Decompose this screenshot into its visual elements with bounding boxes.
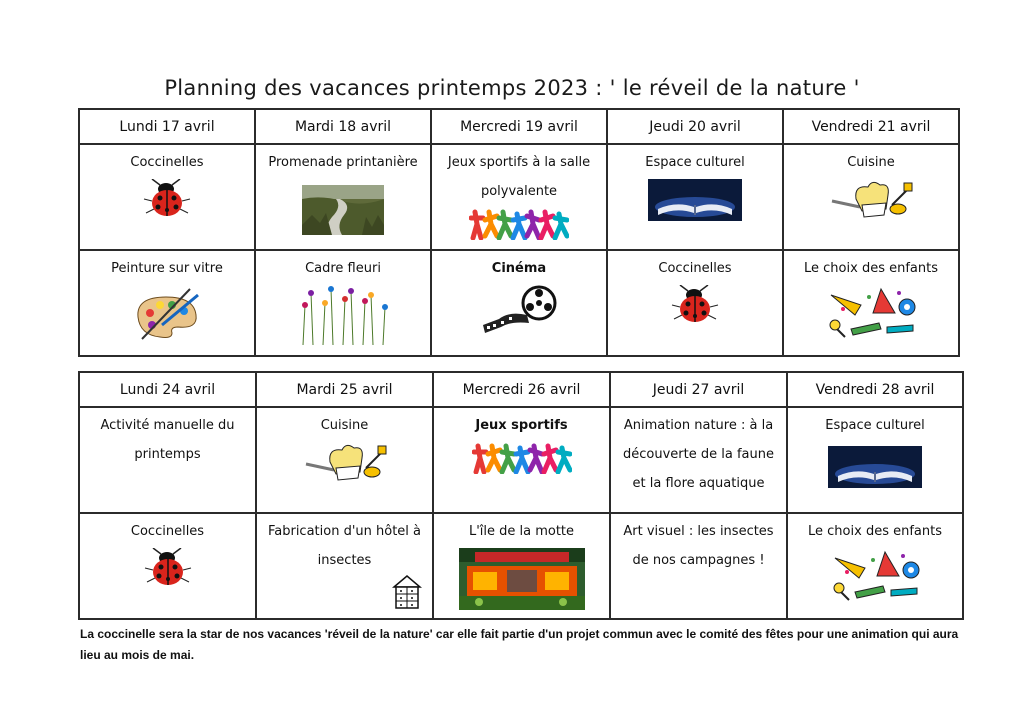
activity-label: Espace culturel bbox=[825, 418, 925, 433]
week1-cell bbox=[783, 250, 959, 356]
activity-label: L'île de la motte bbox=[468, 524, 575, 539]
week2-cell bbox=[787, 407, 963, 513]
week1-cell bbox=[255, 144, 431, 250]
activity-label: Peinture sur vitre bbox=[111, 261, 223, 276]
activity-label: Animation nature : à la découverte de la faune et la flore aquatique bbox=[623, 418, 774, 491]
activity-label: Cuisine bbox=[847, 155, 895, 170]
sports-people-icon bbox=[472, 442, 572, 474]
activity-label: Coccinelles bbox=[130, 524, 205, 539]
ladybug-icon bbox=[670, 285, 720, 325]
activity-label: Fabrication d'un hôtel à insectes bbox=[267, 524, 422, 568]
film-reel-icon bbox=[479, 285, 559, 335]
week2-cell bbox=[79, 407, 256, 513]
week1-cell bbox=[79, 144, 255, 250]
island-attraction-photo bbox=[459, 548, 585, 610]
sports-people-icon bbox=[469, 208, 569, 240]
activity-label: Le choix des enfants bbox=[804, 261, 938, 276]
week2-day-3: Mercredi 26 avril bbox=[433, 372, 610, 407]
party-items-icon bbox=[821, 285, 921, 339]
week2-cell bbox=[433, 513, 610, 619]
week1-table bbox=[78, 108, 960, 357]
footer-note: La coccinelle sera la star de nos vacances 'réveil de la nature' car elle fait partie d'un projet commun avec le comité des fêtes pour une animation qui aura lieu au mois de mai. bbox=[80, 627, 959, 662]
activity-label: Activité manuelle du printemps bbox=[100, 418, 235, 462]
activity-label: Art visuel : les insectes de nos campagnes ! bbox=[623, 524, 774, 568]
week2-cell bbox=[256, 513, 433, 619]
activity-label: Espace culturel bbox=[645, 155, 745, 170]
activity-label: Jeux sportifs à la salle polyvalente bbox=[447, 155, 591, 199]
week1-cell bbox=[783, 144, 959, 250]
nature-path-photo bbox=[302, 185, 384, 235]
week2-cell bbox=[610, 407, 787, 513]
activity-label: Cadre fleuri bbox=[305, 261, 381, 276]
week2-table bbox=[78, 371, 964, 620]
activity-label: Coccinelles bbox=[658, 261, 732, 276]
week2-day-4: Jeudi 27 avril bbox=[610, 372, 787, 407]
open-book-icon bbox=[648, 179, 742, 221]
week2-cell bbox=[433, 407, 610, 513]
week1-day-3: Mercredi 19 avril bbox=[431, 109, 607, 144]
week1-cell bbox=[607, 250, 783, 356]
week1-cell bbox=[431, 250, 607, 356]
cooking-icon bbox=[828, 179, 914, 221]
activity-label: Le choix des enfants bbox=[808, 524, 942, 539]
week2-day-5: Vendredi 28 avril bbox=[787, 372, 963, 407]
week1-cell bbox=[431, 144, 607, 250]
week1-day-1: Lundi 17 avril bbox=[79, 109, 255, 144]
activity-label: Jeux sportifs bbox=[475, 418, 568, 433]
wildflowers-icon bbox=[295, 285, 391, 345]
week1-cell bbox=[255, 250, 431, 356]
week1-day-4: Jeudi 20 avril bbox=[607, 109, 783, 144]
page-title: Planning des vacances printemps 2023 : ' le réveil de la nature ' bbox=[164, 76, 860, 100]
activity-label: Cinéma bbox=[491, 261, 547, 276]
week1-day-5: Vendredi 21 avril bbox=[783, 109, 959, 144]
ladybug-icon bbox=[143, 548, 193, 588]
party-items-icon bbox=[825, 548, 925, 602]
insect-hotel-icon bbox=[392, 575, 422, 609]
open-book-icon bbox=[828, 446, 922, 488]
cooking-icon bbox=[302, 442, 388, 484]
activity-label: Coccinelles bbox=[130, 155, 204, 170]
week2-day-1: Lundi 24 avril bbox=[79, 372, 256, 407]
activity-label: Cuisine bbox=[320, 418, 369, 433]
week2-cell bbox=[787, 513, 963, 619]
week2-day-2: Mardi 25 avril bbox=[256, 372, 433, 407]
week2-cell bbox=[79, 513, 256, 619]
week1-day-2: Mardi 18 avril bbox=[255, 109, 431, 144]
week1-cell bbox=[607, 144, 783, 250]
activity-label: Promenade printanière bbox=[268, 155, 418, 170]
week2-cell bbox=[256, 407, 433, 513]
ladybug-icon bbox=[142, 179, 192, 219]
week2-cell bbox=[610, 513, 787, 619]
week1-cell bbox=[79, 250, 255, 356]
paint-palette-icon bbox=[132, 285, 202, 341]
